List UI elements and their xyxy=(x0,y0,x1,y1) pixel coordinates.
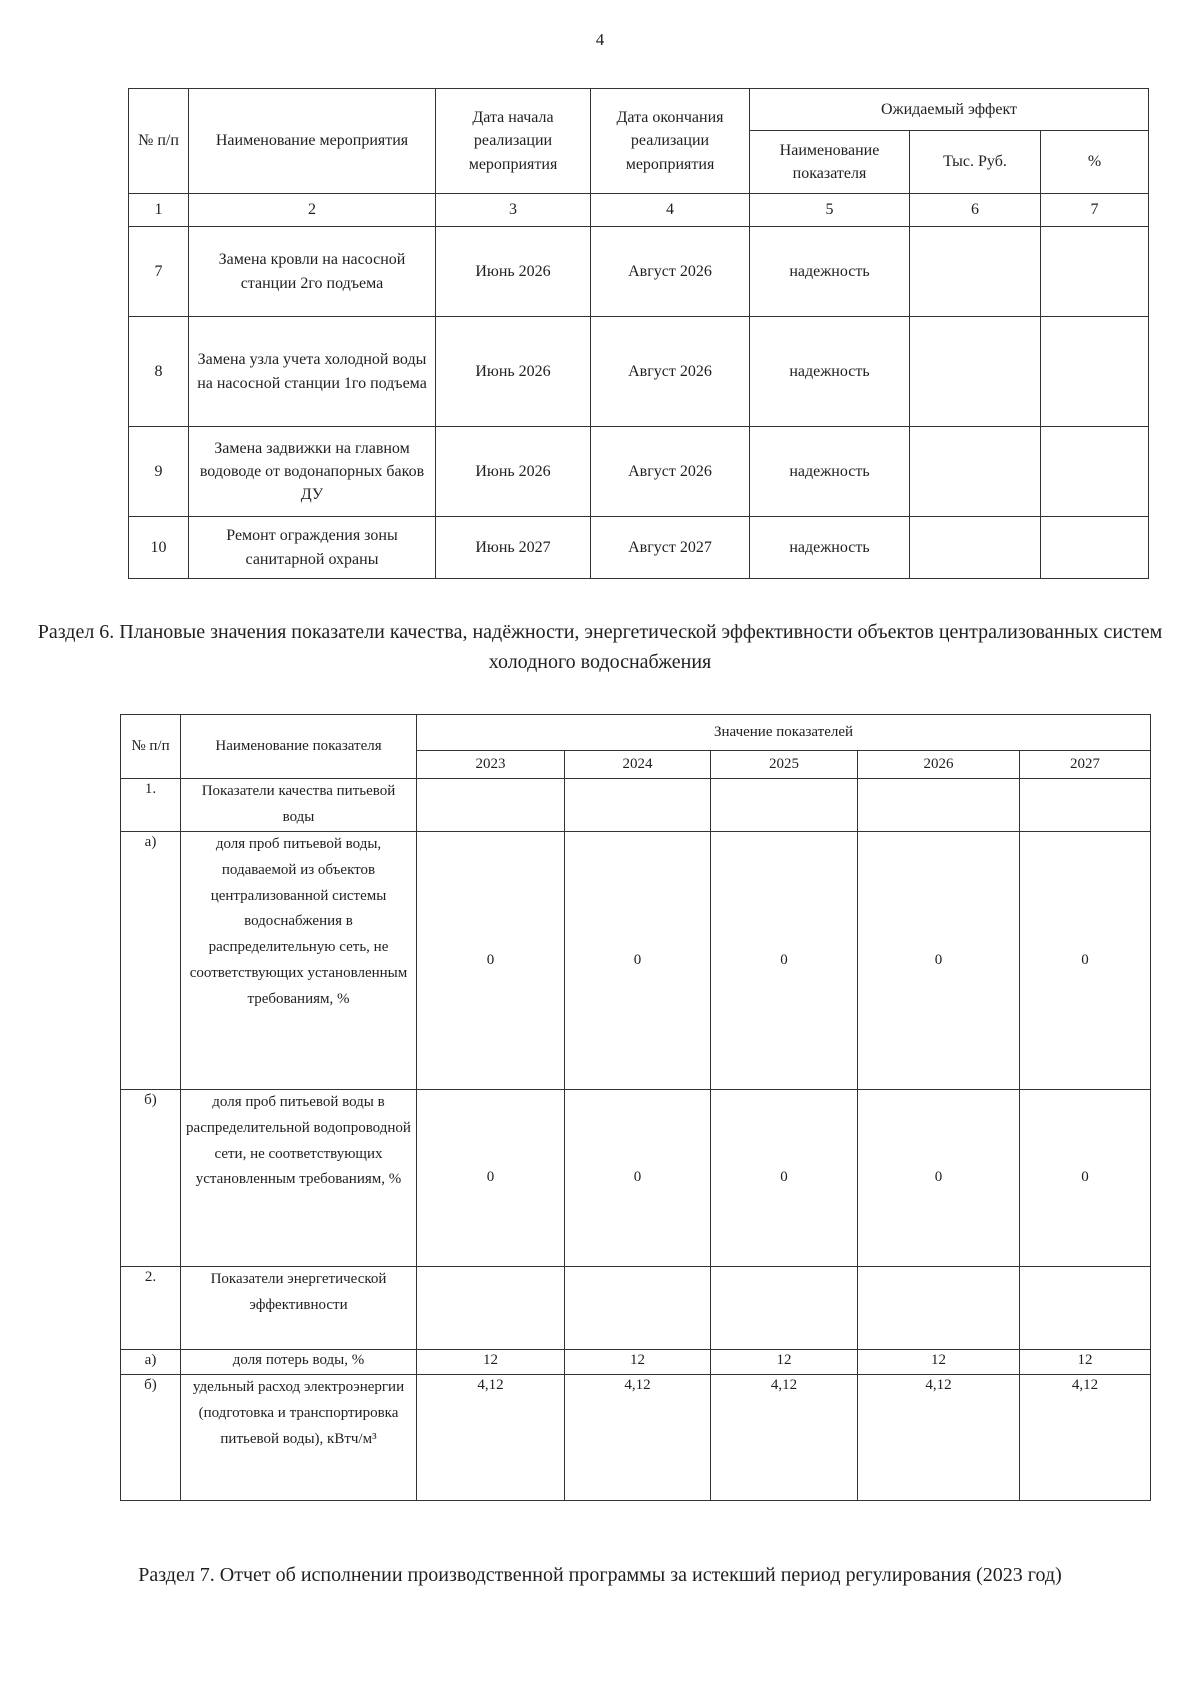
value-cell: 0 xyxy=(858,832,1020,1090)
table-row xyxy=(121,1375,1151,1501)
value-cell: 4,12 xyxy=(417,1375,565,1501)
value-cell: 12 xyxy=(1020,1350,1151,1375)
indicator: надежность xyxy=(750,517,910,579)
value-cell: 4,12 xyxy=(1020,1375,1151,1501)
thousand-rub xyxy=(910,227,1041,317)
table-row xyxy=(129,427,1149,517)
indicator-name: удельный расход электроэнергии (подготовка и транспортировка питьевой воды), кВтч/м³ xyxy=(181,1375,417,1501)
thousand-rub xyxy=(910,317,1041,427)
value-cell: 12 xyxy=(858,1350,1020,1375)
value-cell: 0 xyxy=(565,1090,711,1267)
header-indicator-name: Наименование показателя xyxy=(750,131,910,194)
table-row xyxy=(129,517,1149,579)
value-cell xyxy=(711,779,858,832)
value-cell: 0 xyxy=(417,1090,565,1267)
end-date: Август 2027 xyxy=(591,517,750,579)
col-number: 5 xyxy=(750,194,910,227)
thousand-rub xyxy=(910,427,1041,517)
col-number: 1 xyxy=(129,194,189,227)
start-date: Июнь 2027 xyxy=(436,517,591,579)
header-num: № п/п xyxy=(121,715,181,779)
header-year: 2025 xyxy=(711,751,858,779)
value-cell: 4,12 xyxy=(565,1375,711,1501)
table-row xyxy=(121,1267,1151,1350)
indicator-name: доля потерь воды, % xyxy=(181,1350,417,1375)
value-cell xyxy=(711,1267,858,1350)
row-num: 7 xyxy=(129,227,189,317)
table-row xyxy=(121,832,1151,1090)
value-cell: 12 xyxy=(711,1350,858,1375)
start-date: Июнь 2026 xyxy=(436,317,591,427)
end-date: Август 2026 xyxy=(591,317,750,427)
header-measure-name: Наименование мероприятия xyxy=(189,89,436,194)
col-number: 6 xyxy=(910,194,1041,227)
table-row xyxy=(129,227,1149,317)
measure-name: Замена задвижки на главном водоводе от водонапорных баков ДУ xyxy=(189,427,436,517)
col-number: 7 xyxy=(1041,194,1149,227)
value-cell xyxy=(858,779,1020,832)
header-year: 2023 xyxy=(417,751,565,779)
section-7-title: Раздел 7. Отчет об исполнении производственной программы за истекший период регулирования (2023 год) xyxy=(138,1564,1062,1586)
value-cell: 0 xyxy=(1020,1090,1151,1267)
col-number: 4 xyxy=(591,194,750,227)
row-num: 2. xyxy=(121,1267,181,1350)
table-row xyxy=(121,1090,1151,1267)
header-year: 2027 xyxy=(1020,751,1151,779)
indicator: надежность xyxy=(750,427,910,517)
header-year: 2026 xyxy=(858,751,1020,779)
indicator-name: доля проб питьевой воды, подаваемой из объектов централизованной системы водоснабжения в распределительную сеть, не соответствующих установленным требованиям, % xyxy=(181,832,417,1090)
value-cell xyxy=(565,779,711,832)
header-percent: % xyxy=(1041,131,1149,194)
percent xyxy=(1041,317,1149,427)
value-cell: 0 xyxy=(711,1090,858,1267)
measure-name: Ремонт ограждения зоны санитарной охраны xyxy=(189,517,436,579)
table-row xyxy=(121,1350,1151,1375)
value-cell xyxy=(1020,1267,1151,1350)
value-cell xyxy=(1020,779,1151,832)
indicator-name: Показатели качества питьевой воды xyxy=(181,779,417,832)
table-row xyxy=(129,317,1149,427)
value-cell: 4,12 xyxy=(711,1375,858,1501)
value-cell xyxy=(565,1267,711,1350)
percent xyxy=(1041,427,1149,517)
col-number: 3 xyxy=(436,194,591,227)
col-number: 2 xyxy=(189,194,436,227)
row-num: 8 xyxy=(129,317,189,427)
start-date: Июнь 2026 xyxy=(436,227,591,317)
page-number: 4 xyxy=(595,30,605,49)
header-start-date: Дата начала реализации мероприятия xyxy=(436,89,591,194)
indicators-table xyxy=(120,714,1151,1501)
value-cell: 4,12 xyxy=(858,1375,1020,1501)
table-row xyxy=(121,779,1151,832)
row-num: б) xyxy=(121,1090,181,1267)
value-cell: 0 xyxy=(858,1090,1020,1267)
indicator-name: Показатели энергетической эффективности xyxy=(181,1267,417,1350)
value-cell xyxy=(417,779,565,832)
value-cell: 12 xyxy=(417,1350,565,1375)
value-cell: 0 xyxy=(565,832,711,1090)
percent xyxy=(1041,227,1149,317)
header-expected-effect: Ожидаемый эффект xyxy=(750,89,1149,131)
header-indicator-name: Наименование показателя xyxy=(181,715,417,779)
indicator: надежность xyxy=(750,227,910,317)
end-date: Август 2026 xyxy=(591,427,750,517)
row-num: а) xyxy=(121,832,181,1090)
header-num: № п/п xyxy=(129,89,189,194)
percent xyxy=(1041,517,1149,579)
measure-name: Замена кровли на насосной станции 2го подъема xyxy=(189,227,436,317)
value-cell: 0 xyxy=(711,832,858,1090)
row-num: 9 xyxy=(129,427,189,517)
end-date: Август 2026 xyxy=(591,227,750,317)
value-cell xyxy=(858,1267,1020,1350)
row-num: 1. xyxy=(121,779,181,832)
value-cell: 0 xyxy=(1020,832,1151,1090)
value-cell xyxy=(417,1267,565,1350)
indicator: надежность xyxy=(750,317,910,427)
start-date: Июнь 2026 xyxy=(436,427,591,517)
thousand-rub xyxy=(910,517,1041,579)
measure-name: Замена узла учета холодной воды на насосной станции 1го подъема xyxy=(189,317,436,427)
indicator-name: доля проб питьевой воды в распределительной водопроводной сети, не соответствующих установленным требованиям, % xyxy=(181,1090,417,1267)
header-indicator-values: Значение показателей xyxy=(417,715,1151,751)
value-cell: 12 xyxy=(565,1350,711,1375)
header-end-date: Дата окончания реализации мероприятия xyxy=(591,89,750,194)
row-num: б) xyxy=(121,1375,181,1501)
value-cell: 0 xyxy=(417,832,565,1090)
header-year: 2024 xyxy=(565,751,711,779)
measures-table xyxy=(128,88,1149,579)
row-num: 10 xyxy=(129,517,189,579)
section-6-title: Раздел 6. Плановые значения показатели качества, надёжности, энергетической эффективности объектов централизованных систем холодного водоснабжения xyxy=(37,621,1163,673)
header-thousand-rub: Тыс. Руб. xyxy=(910,131,1041,194)
row-num: а) xyxy=(121,1350,181,1375)
